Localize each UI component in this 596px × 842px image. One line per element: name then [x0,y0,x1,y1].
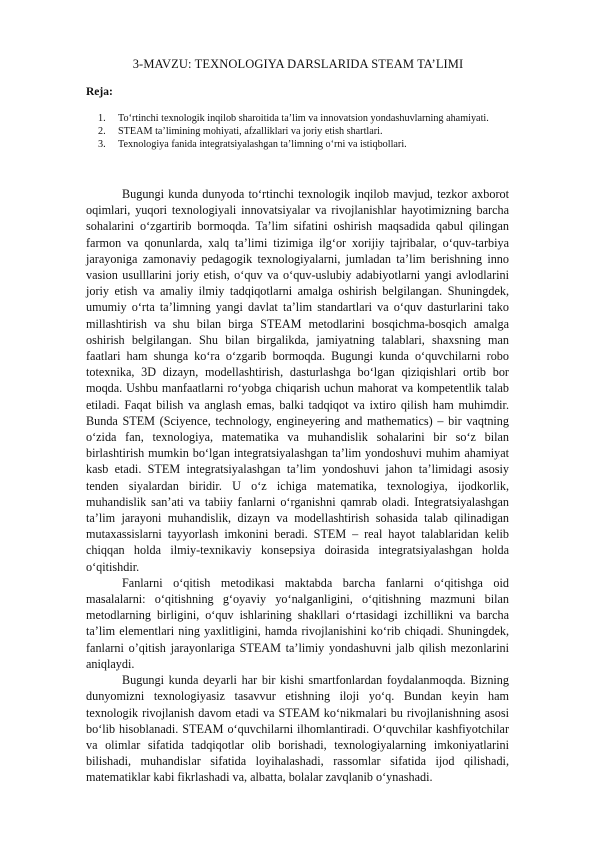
plan-item-text: Texnologiya fanida integratsiyalashgan ta’limning o‘rni va istiqbollari. [118,139,407,150]
plan-heading: Reja: [86,86,113,98]
plan-item [98,126,498,138]
plan-item-text: To‘rtinchi texnologik inqilob sharoitida ta’lim va innovatsion yondashuvlarning ahamiyati. [118,113,489,124]
paragraph: Bugungi kunda dunyoda to‘rtinchi texnologik inqilob mavjud, tezkor axborot oqimlari, yuqori texnologiyali innovatsiyalar va rivojlanishlar hayotimizning barcha sohalarini o‘zgartirib bormoqda. Ta’lim sifatini oshirish maqsadida qabul qilingan farmon va qonunlarda, xalq ta’limi tizimiga ilg‘or xorijiy tajribalar, o‘quv-tarbiya jarayoniga zamonaviy pedagogik texnologiyalarni, jumladan ta’lim berishning inno vasion usulllarini joriy etish, o‘quv va o‘quv-uslubiy adabiyotlarni yangi avlodlarini joriy etish va amaliy ilmiy tadqiqotlarni amalga oshirish belgilangan. Shuningdek, umumiy o‘rta ta’limning yangi davlat ta’lim standartlari va o‘quv dasturlarini tako millashtirish va shu bilan birga STEAM metodlarini bosqichma-bosqich amalga oshirish belgilangan. Shu bilan birgalikda, jamiyatning talablari, shaxsning man faatlari ham shunga ko‘ra o‘zgarib bormoqda. Bugungi kunda o‘quvchilarni robo totexnika, 3D dizayn, modellashtirish, dasturlashga bo‘lgan qiziqishlari ortib bor moqda. Ushbu manfaatlarni ro‘yobga chiqarish uchun mahorat va kompetentlik talab etiladi. Faqat bilish va anglash emas, balki tadqiqot va ixtiro qilish ham muhimdir. Bunda STEM (Sciyence, technology, engineyering and mathematics) – bir vaqtning o‘zida fan, texnologiya, matematika va muhandislik sohalarini bir so‘z bilan birlashtirish mumkin bo‘lgan integratsiyalashgan ta’lim yondoshuvi muhim ahamiyat kasb etadi. STEM integratsiyalashgan ta’lim yondoshuvi jahon ta’limidagi asosiy tenden siyalardan biridir. U o‘z ichiga matematika, texnologiya, ijodkorlik, muhandislik san’ati va tabiiy fanlarni o‘rganishni qamrab oladi. Integratsiyalashgan ta’lim jarayoni muhandislik, dizayn va modellashtirish sohasida talab qilinadigan mutaxassislarni tayyorlash imkonini beradi. STEM – real hayot talablaridan kelib chiqqan holda ilmiy-texnikaviy konsepsiya doirasida integratsiyalashgan holda o‘qitishdir. [86,187,509,574]
page-title: 3-MAVZU: TEXNOLOGIYA DARSLARIDA STEAM TA’LIMI [132,57,464,71]
plan-item-text: STEAM ta’limining mohiyati, afzalliklari va joriy etish shartlari. [118,126,383,137]
paragraph: Fanlarni o‘qitish metodikasi maktabda barcha fanlarni o‘qitishga oid masalalarni: o‘qitishning g‘oyaviy yo‘nalganligini, o‘qitishning mazmuni bilan metodlarning birligini, o‘quv ishlarining shakllari o‘rtasidagi izchillikni va barcha ta’lim elementlari ning yaxlitligini, hamda rivojlanishini ko‘rib chiqadi. Shuningdek, fanlarni o’qitish jarayonlariga STEAM ta’limiy yondashuvni jalb qilish mezonlarini aniqlaydi. [86,575,509,671]
plan-item-number: 1. [98,113,106,124]
plan-item [98,113,498,125]
plan-list [98,113,498,152]
plan-item-number: 2. [98,126,106,137]
body-text [86,186,509,786]
plan-item-number: 3. [98,139,106,150]
plan-item [98,139,498,151]
paragraph: Bugungi kunda deyarli har bir kishi smartfonlardan foydalanmoqda. Bizning dunyomizni texnologiyasiz tasavvur etishning iloji yo‘q. Bundan keyin ham texnologik rivojlanish davom etadi va STEAM ko‘nikmalari bu rivojlanishning asosi bo‘lib hisoblanadi. STEAM o‘quvchilarni ilhomlantiradi. O‘quvchilar kashfiyotchilar va olimlar sifatida tadqiqotlar olib borishadi, texnologiyalarning imkoniyatlarini bilishadi, muhandislar sifatida loyihalashadi, rassomlar sifatida ijod qilishadi, matematiklar kabi fikrlashadi va, albatta, bolalar zavqlanib o‘ynashadi. [86,673,509,785]
